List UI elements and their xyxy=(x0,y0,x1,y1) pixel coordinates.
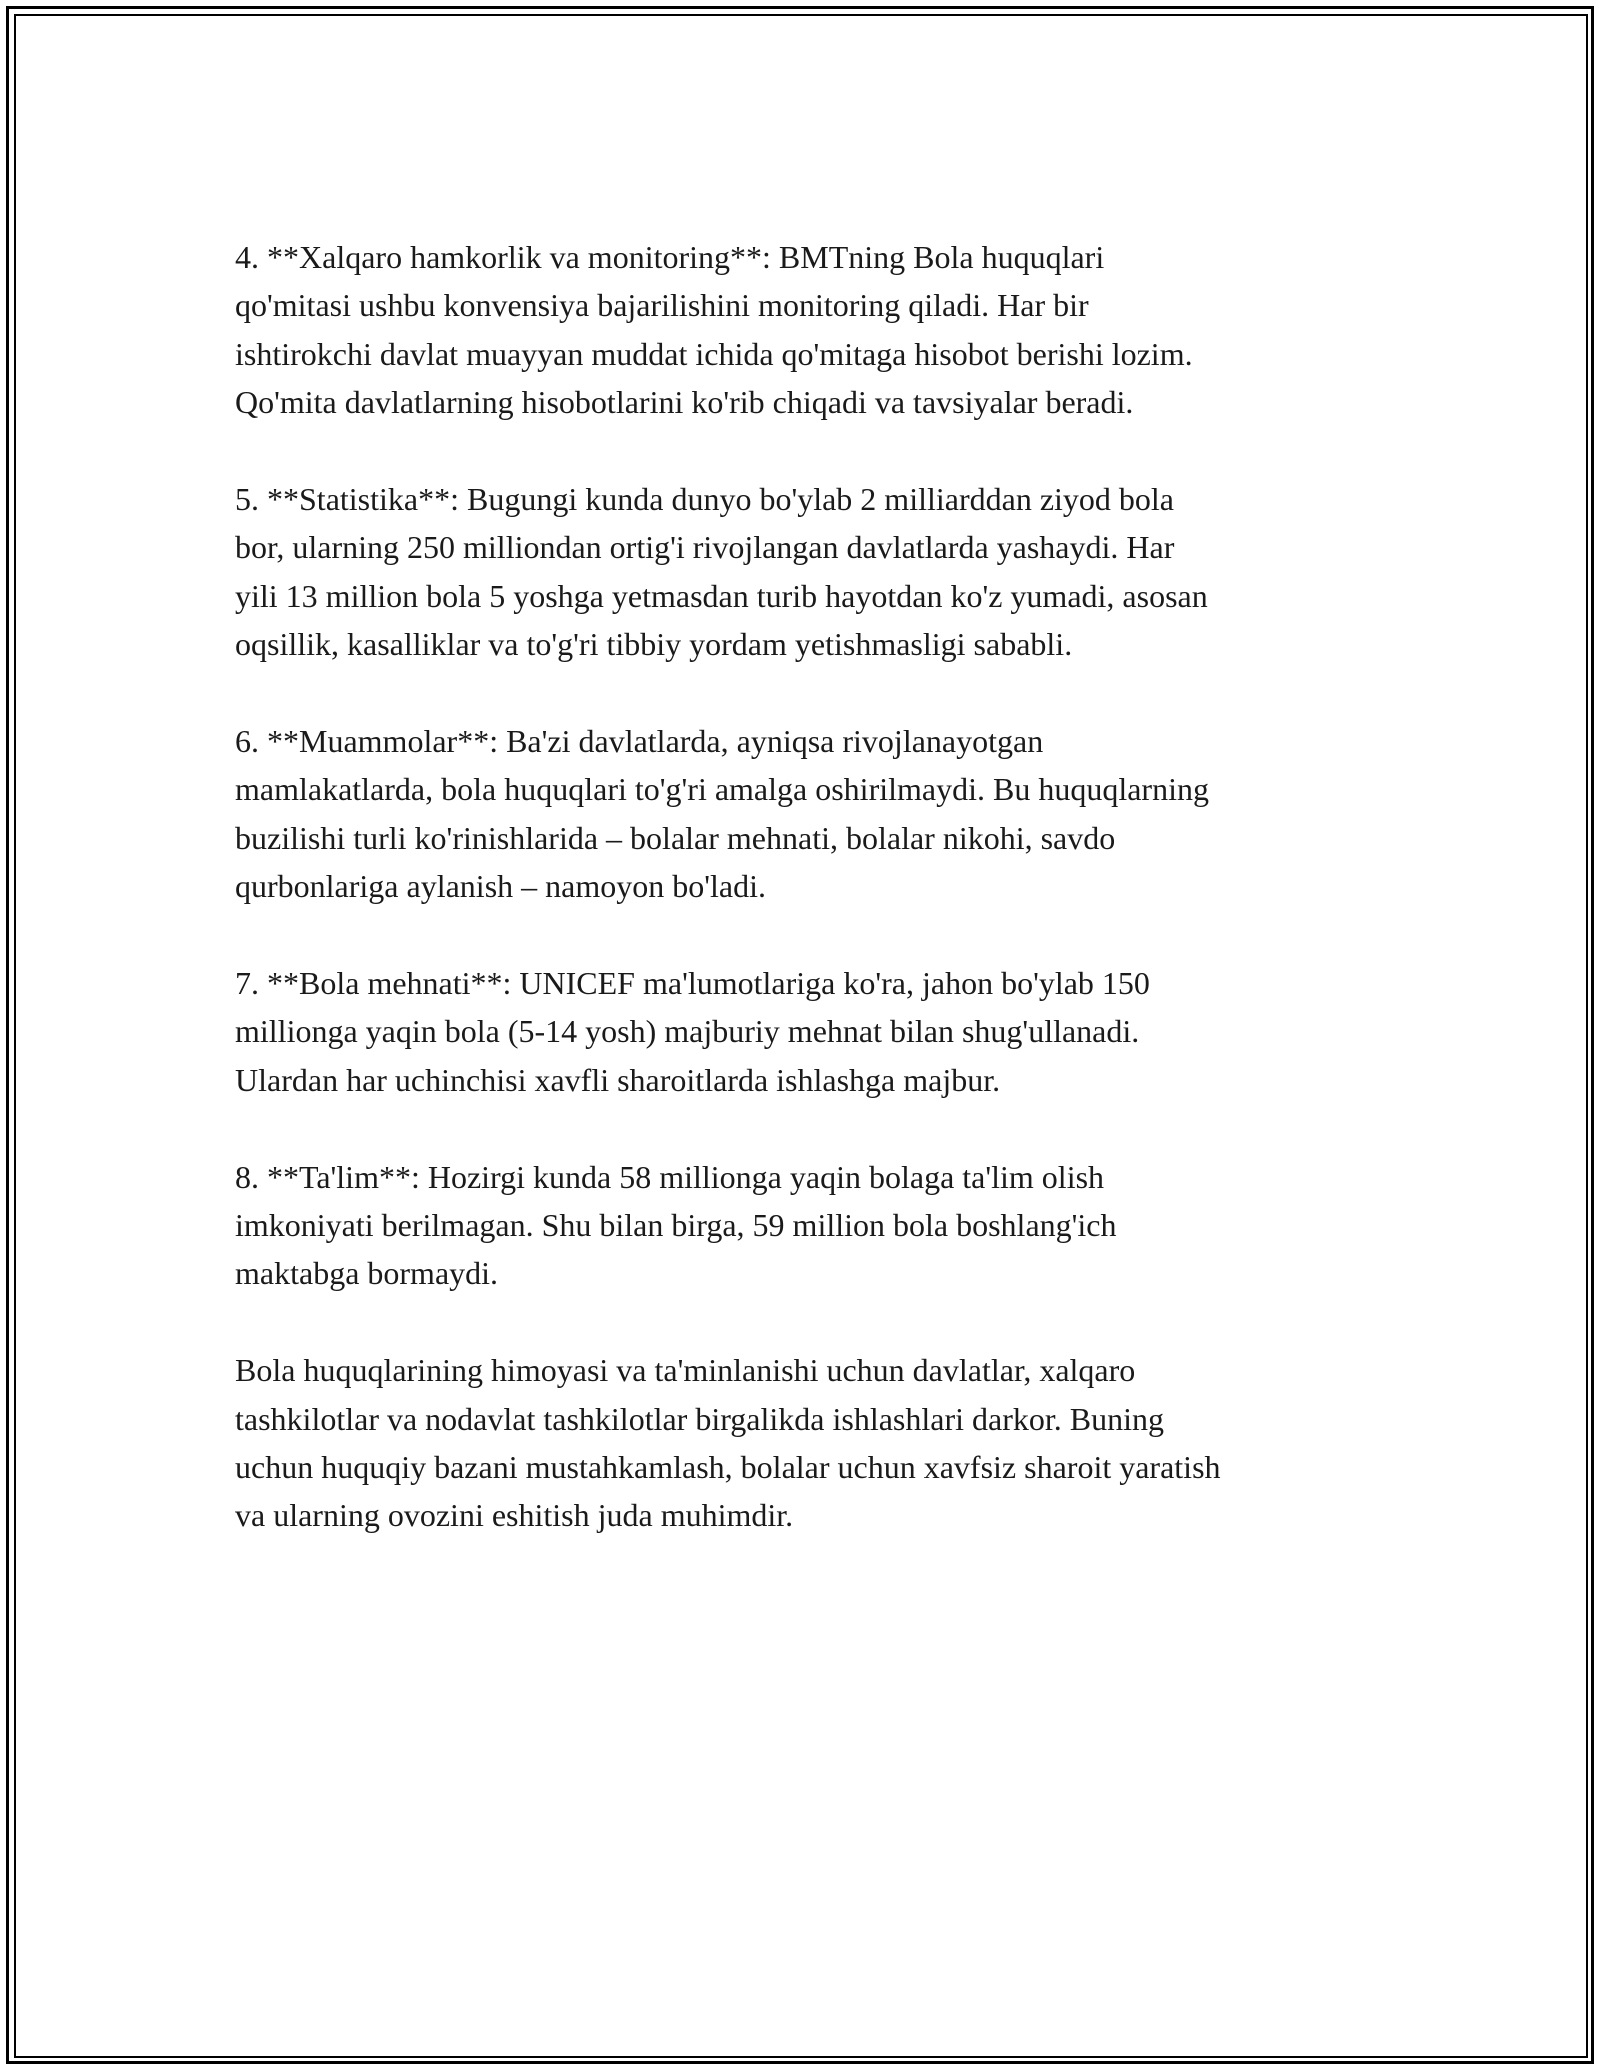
paragraph-statistics: 5. **Statistika**: Bugungi kunda dunyo bo'ylab 2 milliarddan ziyod bola bor, ularning 250 milliondan ortig'i rivojlangan davlatlarda yashaydi. Har yili 13 million bola 5 yoshga yetmasdan turib hayotdan ko'z yumadi, asosan oqsillik, kasalliklar va to'g'ri tibbiy yordam yetishmasligi sababli. xyxy=(235,481,1208,663)
paragraph-conclusion: Bola huquqlarining himoyasi va ta'minlanishi uchun davlatlar, xalqaro tashkilotlar va nodavlat tashkilotlar birgalikda ishlashlari darkor. Buning uchun huquqiy bazani mustahkamlash, bolalar uchun xavfsiz sharoit yaratish va ularning ovozini eshitish juda muhimdir. xyxy=(235,1352,1221,1534)
paragraph-problems: 6. **Muammolar**: Ba'zi davlatlarda, ayniqsa rivojlanayotgan mamlakatlarda, bola huquqlari to'g'ri amalga oshirilmaydi. Bu huquqlarning buzilishi turli ko'rinishlarida – bolalar mehnati, bolalar nikohi, savdo qurbonlariga aylanish – namoyon bo'ladi. xyxy=(235,723,1209,905)
paragraph-child-labor: 7. **Bola mehnati**: UNICEF ma'lumotlariga ko'ra, jahon bo'ylab 150 millionga yaqin bola (5-14 yosh) majburiy mehnat bilan shug'ullanadi. Ulardan har uchinchisi xavfli sharoitlarda ishlashga majbur. xyxy=(235,965,1150,1098)
paragraph-education: 8. **Ta'lim**: Hozirgi kunda 58 millionga yaqin bolaga ta'lim olish imkoniyati berilmagan. Shu bilan birga, 59 million bola boshlang'ich maktabga bormaydi. xyxy=(235,1158,1117,1292)
paragraph-international-cooperation: 4. **Xalqaro hamkorlik va monitoring**: BMTning Bola huquqlari qo'mitasi ushbu konvensiya bajarilishini monitoring qiladi. Har bir ishtirokchi davlat muayyan muddat ichida qo'mitaga hisobot berishi lozim. Qo'mita davlatlarning hisobotlarini ko'rib chiqadi va tavsiyalar beradi. xyxy=(235,239,1193,421)
document-body xyxy=(235,233,1375,1588)
